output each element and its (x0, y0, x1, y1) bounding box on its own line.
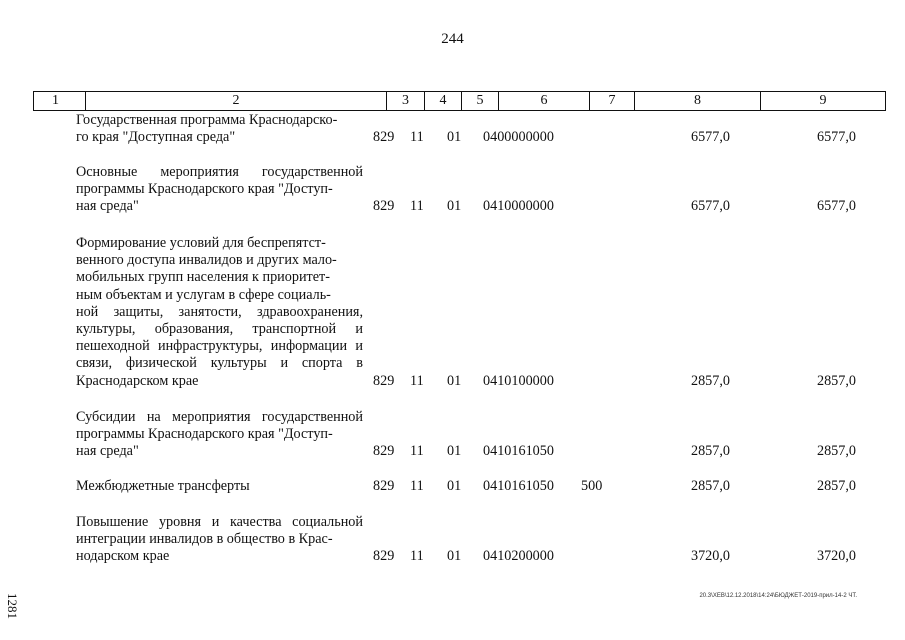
row-expense-type: 500 (581, 478, 603, 494)
row-amount-col9: 2857,0 (816, 373, 856, 389)
row-amount-col8: 6577,0 (690, 129, 730, 145)
column-header-3: 3 (387, 92, 425, 111)
document-footer-code: 20.3\ХЕВ\12.12.2018\14:24\БЮДЖЕТ-2019-прил-14-2 ЧТ. (699, 593, 857, 599)
side-page-number: 1281 (5, 593, 20, 619)
row-amount-col8: 2857,0 (690, 373, 730, 389)
column-header-row (34, 92, 886, 111)
row-amount-col9: 6577,0 (816, 129, 856, 145)
row-description: Основные мероприятия государственной программы Краснодарского края "Доступ- ная среда" (76, 164, 363, 215)
row-subsection: 01 (447, 478, 462, 494)
row-subsection: 01 (447, 198, 462, 214)
column-header-2: 2 (86, 92, 387, 111)
row-target-article: 0410000000 (483, 198, 554, 214)
row-amount-col8: 2857,0 (690, 443, 730, 459)
row-ved: 829 (373, 548, 395, 564)
page-number: 244 (441, 31, 464, 47)
row-amount-col8: 6577,0 (690, 198, 730, 214)
row-amount-col9: 2857,0 (816, 478, 856, 494)
row-ved: 829 (373, 478, 395, 494)
row-amount-col9: 3720,0 (816, 548, 856, 564)
row-ved: 829 (373, 129, 395, 145)
row-ved: 829 (373, 443, 395, 459)
column-header-5: 5 (462, 92, 499, 111)
column-header-7: 7 (590, 92, 635, 111)
row-description: Повышение уровня и качества социальной интеграции инвалидов в общество в Крас- нодарском крае (76, 514, 363, 565)
row-subsection: 01 (447, 373, 462, 389)
row-subsection: 01 (447, 129, 462, 145)
row-description: Субсидии на мероприятия государственной программы Краснодарского края "Доступ- ная среда" (76, 409, 363, 460)
row-amount-col9: 6577,0 (816, 198, 856, 214)
column-header-9: 9 (761, 92, 886, 111)
row-subsection: 01 (447, 443, 462, 459)
row-section: 11 (410, 198, 424, 214)
row-ved: 829 (373, 198, 395, 214)
row-section: 11 (410, 373, 424, 389)
column-header-6: 6 (499, 92, 590, 111)
row-section: 11 (410, 129, 424, 145)
row-target-article: 0410161050 (483, 478, 554, 494)
row-target-article: 0410161050 (483, 443, 554, 459)
column-header-4: 4 (425, 92, 462, 111)
row-amount-col9: 2857,0 (816, 443, 856, 459)
row-ved: 829 (373, 373, 395, 389)
row-amount-col8: 3720,0 (690, 548, 730, 564)
column-header-table (33, 91, 886, 111)
row-section: 11 (410, 478, 424, 494)
row-target-article: 0410100000 (483, 373, 554, 389)
column-header-8: 8 (635, 92, 761, 111)
column-header-1: 1 (34, 92, 86, 111)
row-section: 11 (410, 443, 424, 459)
row-description: Межбюджетные трансферты (76, 478, 250, 494)
row-amount-col8: 2857,0 (690, 478, 730, 494)
row-subsection: 01 (447, 548, 462, 564)
row-description: Государственная программа Краснодарско- го края "Доступная среда" (76, 112, 338, 146)
row-target-article: 0400000000 (483, 129, 554, 145)
row-section: 11 (410, 548, 424, 564)
row-description: Формирование условий для беспрепятст- венного доступа инвалидов и других мало- мобильных групп населения к приоритет- ным объектам и услугам в сфере социаль- ной защиты, занятости, здравоохранения, культуры, образования, транспортной и пешеходной инфраструктуры, информации и связи, физической культуры и спорта в Краснодарском крае (76, 235, 363, 389)
row-target-article: 0410200000 (483, 548, 554, 564)
